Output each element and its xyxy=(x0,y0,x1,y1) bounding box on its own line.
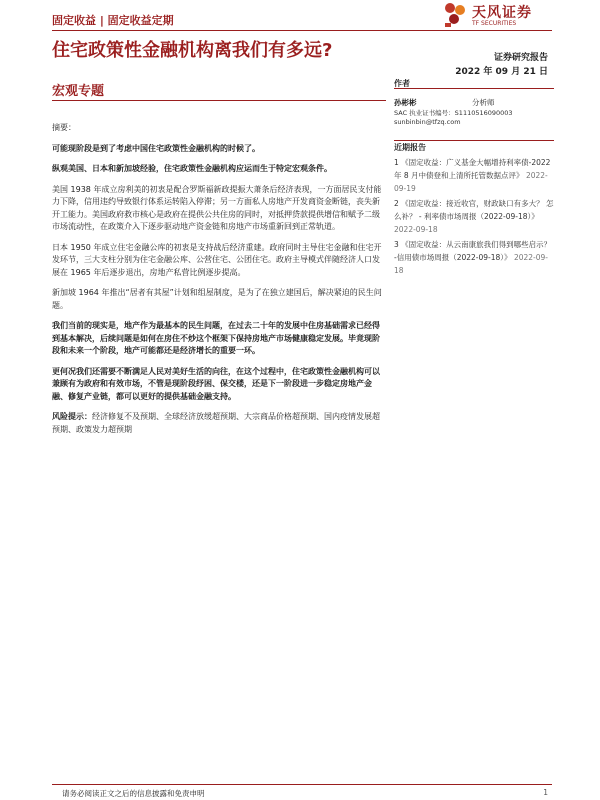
key-point: 纵观美国、日本和新加坡经验，住宅政策性金融机构应运而生于特定宏观条件。 xyxy=(52,164,332,173)
header-divider xyxy=(52,30,552,31)
related-divider xyxy=(394,140,554,141)
body-paragraph: 日本 1950 年成立住宅金融公库的初衷是支持战后经济重建。政府同时主导住宅金融和住宅开发环节，三大支柱分别为住宅金融公库、公营住宅、公团住宅。政府主导模式伴随经济人口发展在 1965 年后逐步退出，房地产私营比例逐步提高。 xyxy=(52,242,382,277)
report-title: 住宅政策性金融机构离我们有多远? xyxy=(52,40,333,61)
report-date: 2022 年 09 月 21 日 xyxy=(455,67,548,77)
key-point: 可能现阶段是到了考虑中国住宅政策性金融机构的时候了。 xyxy=(52,143,260,153)
risk-label: 风险提示： xyxy=(52,412,92,421)
author-label: 作者 xyxy=(394,79,410,88)
footer-disclaimer: 请务必阅读正文之后的信息披露和免责申明 xyxy=(62,789,205,798)
logo-text: 天风证券 xyxy=(472,5,532,21)
report-body xyxy=(52,122,386,444)
body-paragraph: 新加坡 1964 年推出“居者有其屋”计划和组屋制度，是为了在独立建国后，解决紧迫的民生问题。 xyxy=(52,288,382,310)
brand-logo xyxy=(442,0,552,32)
related-reports-label: 近期报告 xyxy=(394,143,426,152)
logo-mark-icon xyxy=(442,0,468,28)
key-point: 更何况我们还需要不断满足人民对美好生活的向往，在这个过程中，住宅政策性金融机构可以兼顾有为政府和有效市场，不管是现阶段纾困、保交楼，还是下一阶段进一步稳定房地产金融、修复产业链，都可以更好的提供基础金融支持。 xyxy=(52,366,380,401)
section-subheader: 宏观专题 xyxy=(52,84,105,99)
analyst-email[interactable]: sunbinbin@tfzq.com xyxy=(394,118,461,126)
footer-divider xyxy=(52,784,552,785)
related-report-item[interactable]: 2 《固定收益：接近收官，财政缺口有多大？ 怎么补？ - 利率债市场周报（2022-09-18）》 2022-09-18 xyxy=(394,199,554,234)
related-report-item[interactable]: 3 《固定收益：从云南康旅我们得到哪些启示？ -信用债市场周报（2022-09-18）》 2022-09-18 xyxy=(394,240,552,275)
related-report-item[interactable]: 1 《固定收益：广义基金大幅增持利率债-2022 年 8 月中债登和上清所托管数据点评》 2022-09-19 xyxy=(394,158,551,193)
page-number: 1 xyxy=(543,788,548,797)
report-category: 固定收益 | 固定收益定期 xyxy=(52,14,174,27)
risk-text: 经济修复不及预期、全球经济放缓超预期、大宗商品价格超预期、国内疫情发展超预期、政策发力超预期 xyxy=(52,412,380,434)
body-paragraph: 美国 1938 年成立房利美的初衷是配合罗斯福新政提振大萧条后经济表现，一方面居民支付能力下降，信用违约导致银行体系运转陷入停滞；另一方面私人房地产开发商资金断链，丧失新开工能力。美国政府救市核心是政府在提供公共住房的同时，对抵押贷款提供增信和赋予二级市场流动性，在政策介入下逐步驱动地产资金链和房地产市场重新回到正常轨道。 xyxy=(52,184,382,231)
abstract-label: 摘要： xyxy=(52,123,76,132)
analyst-sac: SAC 执业证书编号：S1110516090003 xyxy=(394,109,513,117)
analyst-name: 孙彬彬 xyxy=(394,98,417,107)
logo-subtext: TF SECURITIES xyxy=(472,20,517,27)
risk-warning xyxy=(52,411,386,436)
sidebar-divider xyxy=(394,88,554,89)
report-type: 证券研究报告 xyxy=(493,53,548,63)
related-reports-list xyxy=(394,156,554,279)
subheader-divider xyxy=(52,100,386,101)
analyst-role: 分析师 xyxy=(472,98,495,107)
key-point: 我们当前的现实是，地产作为最基本的民生问题，在过去二十年的发展中住房基础需求已经得到基本解决，后续问题是如何在房住不炒这个框架下保持房地产市场健康稳定发展。毕竟现阶段和未来一个阶段，地产可能都还是经济增长的重要一环。 xyxy=(52,321,380,355)
